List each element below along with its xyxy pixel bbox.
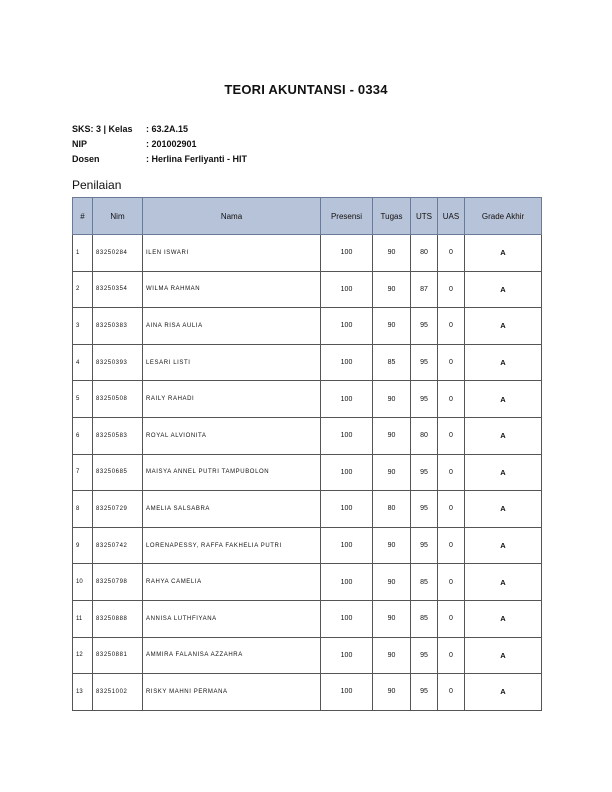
col-header-uts: UTS xyxy=(411,198,438,235)
uas-score: 0 xyxy=(438,454,465,491)
student-name: WILMA RAHMAN xyxy=(143,271,321,308)
uts-score: 85 xyxy=(411,564,438,601)
uts-score: 87 xyxy=(411,271,438,308)
grade-akhir: A xyxy=(465,417,542,454)
table-row xyxy=(73,417,542,454)
grade-akhir: A xyxy=(465,600,542,637)
grade-akhir: A xyxy=(465,527,542,564)
student-name: ANNISA LUTHFIYANA xyxy=(143,600,321,637)
row-index: 9 xyxy=(73,527,93,564)
student-name: RISKY MAHNI PERMANA xyxy=(143,674,321,711)
meta-value: : Herlina Ferliyanti - HIT xyxy=(146,153,248,164)
row-index: 13 xyxy=(73,674,93,711)
uas-score: 0 xyxy=(438,235,465,272)
grade-akhir: A xyxy=(465,637,542,674)
table-row xyxy=(73,454,542,491)
student-name: LESARI LISTI xyxy=(143,344,321,381)
student-nim: 83251002 xyxy=(93,674,143,711)
uts-score: 95 xyxy=(411,454,438,491)
uts-score: 95 xyxy=(411,381,438,418)
uts-score: 80 xyxy=(411,235,438,272)
presensi-score: 100 xyxy=(321,564,373,601)
student-name: RAILY RAHADI xyxy=(143,381,321,418)
col-header-nama: Nama xyxy=(143,198,321,235)
tugas-score: 90 xyxy=(373,674,411,711)
student-nim: 83250393 xyxy=(93,344,143,381)
presensi-score: 100 xyxy=(321,381,373,418)
row-index: 1 xyxy=(73,235,93,272)
tugas-score: 90 xyxy=(373,454,411,491)
uas-score: 0 xyxy=(438,600,465,637)
tugas-score: 90 xyxy=(373,600,411,637)
presensi-score: 100 xyxy=(321,308,373,345)
tugas-score: 90 xyxy=(373,527,411,564)
table-row xyxy=(73,381,542,418)
table-header-row xyxy=(73,198,542,235)
table-row xyxy=(73,344,542,381)
table-row xyxy=(73,600,542,637)
uas-score: 0 xyxy=(438,271,465,308)
student-name: MAISYA ANNEL PUTRI TAMPUBOLON xyxy=(143,454,321,491)
table-row xyxy=(73,235,542,272)
presensi-score: 100 xyxy=(321,674,373,711)
row-index: 5 xyxy=(73,381,93,418)
page-title: TEORI AKUNTANSI - 0334 xyxy=(224,82,388,97)
grade-akhir: A xyxy=(465,454,542,491)
uts-score: 95 xyxy=(411,491,438,528)
presensi-score: 100 xyxy=(321,235,373,272)
presensi-score: 100 xyxy=(321,527,373,564)
student-nim: 83250685 xyxy=(93,454,143,491)
table-row xyxy=(73,271,542,308)
table-row xyxy=(73,527,542,564)
uas-score: 0 xyxy=(438,308,465,345)
course-meta xyxy=(72,121,247,166)
student-nim: 83250742 xyxy=(93,527,143,564)
student-name: ROYAL ALVIONITA xyxy=(143,417,321,454)
student-nim: 83250354 xyxy=(93,271,143,308)
grade-akhir: A xyxy=(465,381,542,418)
tugas-score: 90 xyxy=(373,308,411,345)
presensi-score: 100 xyxy=(321,344,373,381)
student-nim: 83250881 xyxy=(93,637,143,674)
student-nim: 83250583 xyxy=(93,417,143,454)
row-index: 8 xyxy=(73,491,93,528)
table-row xyxy=(73,564,542,601)
table-row xyxy=(73,674,542,711)
presensi-score: 100 xyxy=(321,271,373,308)
meta-row-dosen xyxy=(72,151,247,166)
uts-score: 80 xyxy=(411,417,438,454)
student-name: ILEN ISWARI xyxy=(143,235,321,272)
uas-score: 0 xyxy=(438,381,465,418)
presensi-score: 100 xyxy=(321,454,373,491)
meta-row-nip xyxy=(72,136,247,151)
student-nim: 83250798 xyxy=(93,564,143,601)
uts-score: 95 xyxy=(411,637,438,674)
uas-score: 0 xyxy=(438,491,465,528)
row-index: 2 xyxy=(73,271,93,308)
presensi-score: 100 xyxy=(321,637,373,674)
uas-score: 0 xyxy=(438,344,465,381)
col-header-index: # xyxy=(73,198,93,235)
grade-akhir: A xyxy=(465,491,542,528)
col-header-grade: Grade Akhir xyxy=(465,198,542,235)
tugas-score: 90 xyxy=(373,381,411,418)
tugas-score: 90 xyxy=(373,564,411,601)
grade-akhir: A xyxy=(465,564,542,601)
uas-score: 0 xyxy=(438,417,465,454)
tugas-score: 90 xyxy=(373,637,411,674)
presensi-score: 100 xyxy=(321,600,373,637)
student-name: RAHYA CAMELIA xyxy=(143,564,321,601)
uas-score: 0 xyxy=(438,637,465,674)
uts-score: 85 xyxy=(411,600,438,637)
student-nim: 83250888 xyxy=(93,600,143,637)
uas-score: 0 xyxy=(438,674,465,711)
student-name: AMMIRA FALANISA AZZAHRA xyxy=(143,637,321,674)
section-title: Penilaian xyxy=(72,178,122,192)
presensi-score: 100 xyxy=(321,491,373,528)
row-index: 7 xyxy=(73,454,93,491)
student-nim: 83250508 xyxy=(93,381,143,418)
row-index: 11 xyxy=(73,600,93,637)
tugas-score: 85 xyxy=(373,344,411,381)
meta-value: : 63.2A.15 xyxy=(146,123,189,134)
col-header-presensi: Presensi xyxy=(321,198,373,235)
uas-score: 0 xyxy=(438,564,465,601)
row-index: 10 xyxy=(73,564,93,601)
student-nim: 83250729 xyxy=(93,491,143,528)
row-index: 12 xyxy=(73,637,93,674)
row-index: 3 xyxy=(73,308,93,345)
meta-row-sks xyxy=(72,121,247,136)
grades-table xyxy=(72,197,542,711)
row-index: 6 xyxy=(73,417,93,454)
student-nim: 83250383 xyxy=(93,308,143,345)
student-name: AINA RISA AULIA xyxy=(143,308,321,345)
grade-akhir: A xyxy=(465,344,542,381)
grade-akhir: A xyxy=(465,674,542,711)
meta-label: NIP xyxy=(72,138,88,149)
uts-score: 95 xyxy=(411,527,438,564)
grade-akhir: A xyxy=(465,308,542,345)
student-nim: 83250284 xyxy=(93,235,143,272)
meta-value: : 201002901 xyxy=(146,138,197,149)
grade-akhir: A xyxy=(465,235,542,272)
tugas-score: 90 xyxy=(373,271,411,308)
tugas-score: 80 xyxy=(373,491,411,528)
table-row xyxy=(73,308,542,345)
col-header-uas: UAS xyxy=(438,198,465,235)
table-row xyxy=(73,637,542,674)
col-header-nim: Nim xyxy=(93,198,143,235)
presensi-score: 100 xyxy=(321,417,373,454)
uts-score: 95 xyxy=(411,344,438,381)
col-header-tugas: Tugas xyxy=(373,198,411,235)
uts-score: 95 xyxy=(411,308,438,345)
uts-score: 95 xyxy=(411,674,438,711)
meta-label: SKS: 3 | Kelas xyxy=(72,123,133,134)
student-name: AMELIA SALSABRA xyxy=(143,491,321,528)
grade-akhir: A xyxy=(465,271,542,308)
table-row xyxy=(73,491,542,528)
tugas-score: 90 xyxy=(373,235,411,272)
tugas-score: 90 xyxy=(373,417,411,454)
meta-label: Dosen xyxy=(72,153,100,164)
student-name: LORENAPESSY, RAFFA FAKHELIA PUTRI xyxy=(143,527,321,564)
uas-score: 0 xyxy=(438,527,465,564)
row-index: 4 xyxy=(73,344,93,381)
